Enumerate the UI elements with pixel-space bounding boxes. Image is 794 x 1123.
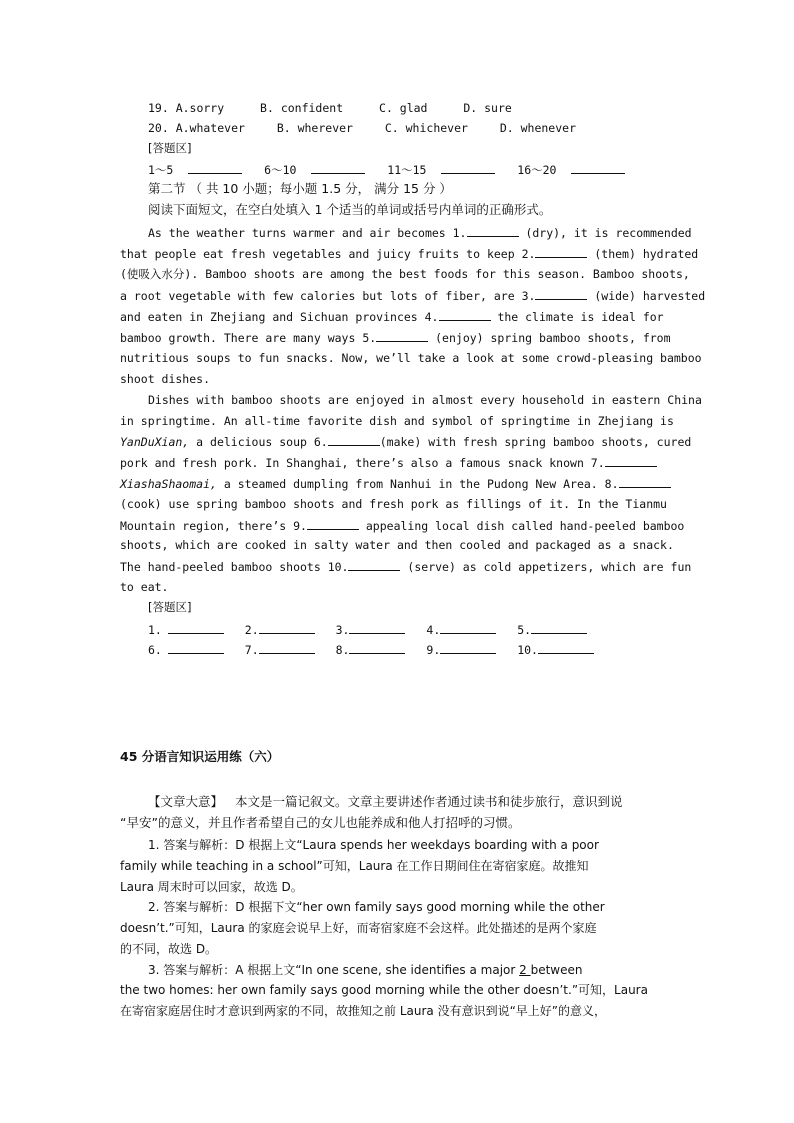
text: bamboo growth. There are many ways 5. <box>120 331 377 345</box>
passage-p1-line7: nutritious soups to fun snacks. Now, we’ll take a look at some crowd-pleasing bamboo <box>120 351 702 365</box>
passage-p2-line8: shoots, which are cooked in salty water and then cooled and packaged as a snack. <box>120 538 674 552</box>
q20-option-d: D. whenever <box>499 121 576 135</box>
passage-p2-line6: (cook) use spring bamboo shoots and fresh pork as fillings of it. In the Tianmu <box>120 497 667 511</box>
range-6-10: 6～10 <box>264 163 297 177</box>
passage-p1-line5 <box>120 309 675 324</box>
answer-blank-4[interactable] <box>440 622 496 634</box>
range-11-15: 11～15 <box>387 163 427 177</box>
answer-zone-label-2: [答题区] <box>148 600 192 614</box>
text: (them) hydrated <box>594 247 699 261</box>
blank-2[interactable] <box>535 246 587 258</box>
answer-blank-8[interactable] <box>349 642 405 654</box>
page-heading: 45 分语言知识运用练（六） <box>120 749 280 764</box>
answer-blank-2[interactable] <box>259 622 315 634</box>
answer2-line3: 的不同，故选 D。 <box>120 942 218 956</box>
passage-p2-line5 <box>120 476 675 491</box>
section2-title: 第二节 （ 共 10 小题；每小题 1.5 分， 满分 15 分 ） <box>148 181 452 196</box>
text: (wide) harvested <box>594 289 706 303</box>
dish-name: XiashaShaomai, <box>120 477 217 491</box>
blank-1[interactable] <box>467 225 519 237</box>
answer-num: 4. <box>426 623 441 637</box>
summary-line2: “早安”的意义，并且作者希望自己的女儿也能养成和他人打招呼的习惯。 <box>120 815 521 830</box>
passage-p2-line2: in springtime. An all-time favorite dish and symbol of springtime in Zhejiang is <box>120 414 674 428</box>
answer-num: 5. <box>517 623 532 637</box>
answer-blank-6[interactable] <box>168 642 224 654</box>
passage-p1-line4 <box>120 288 706 303</box>
answer-blank-1[interactable] <box>168 622 224 634</box>
passage-p2-line10: to eat. <box>120 580 169 594</box>
question-19 <box>148 101 703 115</box>
text: appealing local dish called hand-peeled bamboo <box>365 519 685 533</box>
text: the climate is ideal for <box>497 310 664 324</box>
underlined-blank-ref: 2 <box>519 963 531 977</box>
blank-5[interactable] <box>376 330 428 342</box>
answer-num: 3. <box>335 623 350 637</box>
passage-p2-line9 <box>120 559 692 574</box>
answer-blank-3[interactable] <box>349 622 405 634</box>
q20-option-b: B. wherever <box>276 121 353 135</box>
answer3-line2: the two homes: her own family says good morning while the other doesn’t.”可知，Laura <box>120 983 648 997</box>
answer-num: 8. <box>335 643 350 657</box>
text: between <box>530 963 583 977</box>
text: The hand-peeled bamboo shoots 10. <box>120 560 349 574</box>
text: a root vegetable with few calories but lots of fiber, are 3. <box>120 289 536 303</box>
passage-p2-line3 <box>120 434 692 449</box>
answer-row-1 <box>148 622 703 637</box>
answer-blank-10[interactable] <box>538 642 594 654</box>
answer-row-2 <box>148 642 703 657</box>
answer-blank-5[interactable] <box>531 622 587 634</box>
blank-9[interactable] <box>307 518 359 530</box>
passage-p2-line4 <box>120 455 675 470</box>
answer-num: 6. <box>148 643 162 657</box>
range-16-20: 16～20 <box>517 163 557 177</box>
answer2-line2: doesn’t.”可知，Laura 的家庭会说早上好，而寄宿家庭不会这样。此处描述的是两个家庭 <box>120 921 597 935</box>
answer-num: 9. <box>426 643 441 657</box>
q19-option-b: B. confident <box>260 101 344 115</box>
summary-line1 <box>148 795 703 809</box>
text: 本文是一篇记叙文。文章主要讲述作者通过读书和徒步旅行，意识到说 <box>235 794 623 809</box>
q19-option-c: C. glad <box>379 101 428 115</box>
passage-p1-line8: shoot dishes. <box>120 372 211 386</box>
blank-16-20[interactable] <box>571 162 625 174</box>
text: As the weather turns warmer and air becomes 1. <box>148 226 467 240</box>
section2-instruction: 阅读下面短文，在空白处填入 1 个适当的单词或括号内单词的正确形式。 <box>148 202 552 217</box>
summary-label: 【文章大意】 <box>148 794 224 809</box>
question-20 <box>148 121 703 135</box>
q20-option-c: C. whichever <box>384 121 468 135</box>
answer-blank-7[interactable] <box>259 642 315 654</box>
text: 3. 答案与解析：A 根据上文“In one scene, she identifies a major <box>148 963 520 977</box>
text: (make) with fresh spring bamboo shoots, cured <box>379 435 692 449</box>
passage-p1-line2 <box>120 246 699 261</box>
text: Mountain region, there’s 9. <box>120 519 307 533</box>
text: (dry), it is recommended <box>525 226 692 240</box>
passage-p1-line1 <box>148 225 692 240</box>
passage-p1-line6 <box>120 330 675 345</box>
answer2-line1: 2. 答案与解析：D 根据下文“her own family says good morning while the other <box>148 900 605 914</box>
answer-zone-label-1: [答题区] <box>148 141 192 155</box>
passage-p2-line7 <box>120 518 685 533</box>
text: (enjoy) spring bamboo shoots, from <box>435 331 671 345</box>
answer1-line2: family while teaching in a school”可知，Laura 在工作日期间住在寄宿家庭。故推知 <box>120 859 589 873</box>
blank-3[interactable] <box>535 288 587 300</box>
answer-blank-9[interactable] <box>440 642 496 654</box>
answer1-line1: 1. 答案与解析：D 根据上文“Laura spends her weekdays boarding with a poor <box>148 838 599 852</box>
range-1-5: 1～5 <box>148 163 174 177</box>
blank-4[interactable] <box>439 309 491 321</box>
answer-num: 7. <box>244 643 259 657</box>
text: that people eat fresh vegetables and juicy fruits to keep 2. <box>120 247 536 261</box>
text: a steamed dumpling from Nanhui in the Pudong New Area. 8. <box>216 477 619 491</box>
passage-p1-line3: (使吸入水分). Bamboo shoots are among the best foods for this season. Bamboo shoots, <box>120 267 690 281</box>
text: a delicious soup 6. <box>189 435 328 449</box>
blank-7[interactable] <box>605 455 657 467</box>
answer-ranges <box>148 162 703 177</box>
answer-num: 1. <box>148 623 162 637</box>
answer-num: 10. <box>517 643 538 657</box>
answer3-line3: 在寄宿家庭居住时才意识到两家的不同，故推知之前 Laura 没有意识到说“早上好”的意义， <box>120 1004 606 1018</box>
blank-6[interactable] <box>328 434 380 446</box>
answer3-line1 <box>148 963 703 977</box>
blank-1-5[interactable] <box>188 162 242 174</box>
blank-6-10[interactable] <box>311 162 365 174</box>
blank-8[interactable] <box>619 476 671 488</box>
text: pork and fresh pork. In Shanghai, there’s also a famous snack known 7. <box>120 456 605 470</box>
q19-option-a: 19. A.sorry <box>148 101 225 115</box>
text: (serve) as cold appetizers, which are fun <box>407 560 692 574</box>
answer1-line3: Laura 周末时可以回家，故选 D。 <box>120 880 303 894</box>
dish-name: YanDuXian, <box>120 435 190 449</box>
text: and eaten in Zhejiang and Sichuan provinces 4. <box>120 310 439 324</box>
q20-option-a: 20. A.whatever <box>148 121 245 135</box>
answer-num: 2. <box>244 623 259 637</box>
passage-p2-line1: Dishes with bamboo shoots are enjoyed in almost every household in eastern China <box>148 393 702 407</box>
q19-option-d: D. sure <box>463 101 512 115</box>
blank-10[interactable] <box>348 559 400 571</box>
blank-11-15[interactable] <box>441 162 495 174</box>
